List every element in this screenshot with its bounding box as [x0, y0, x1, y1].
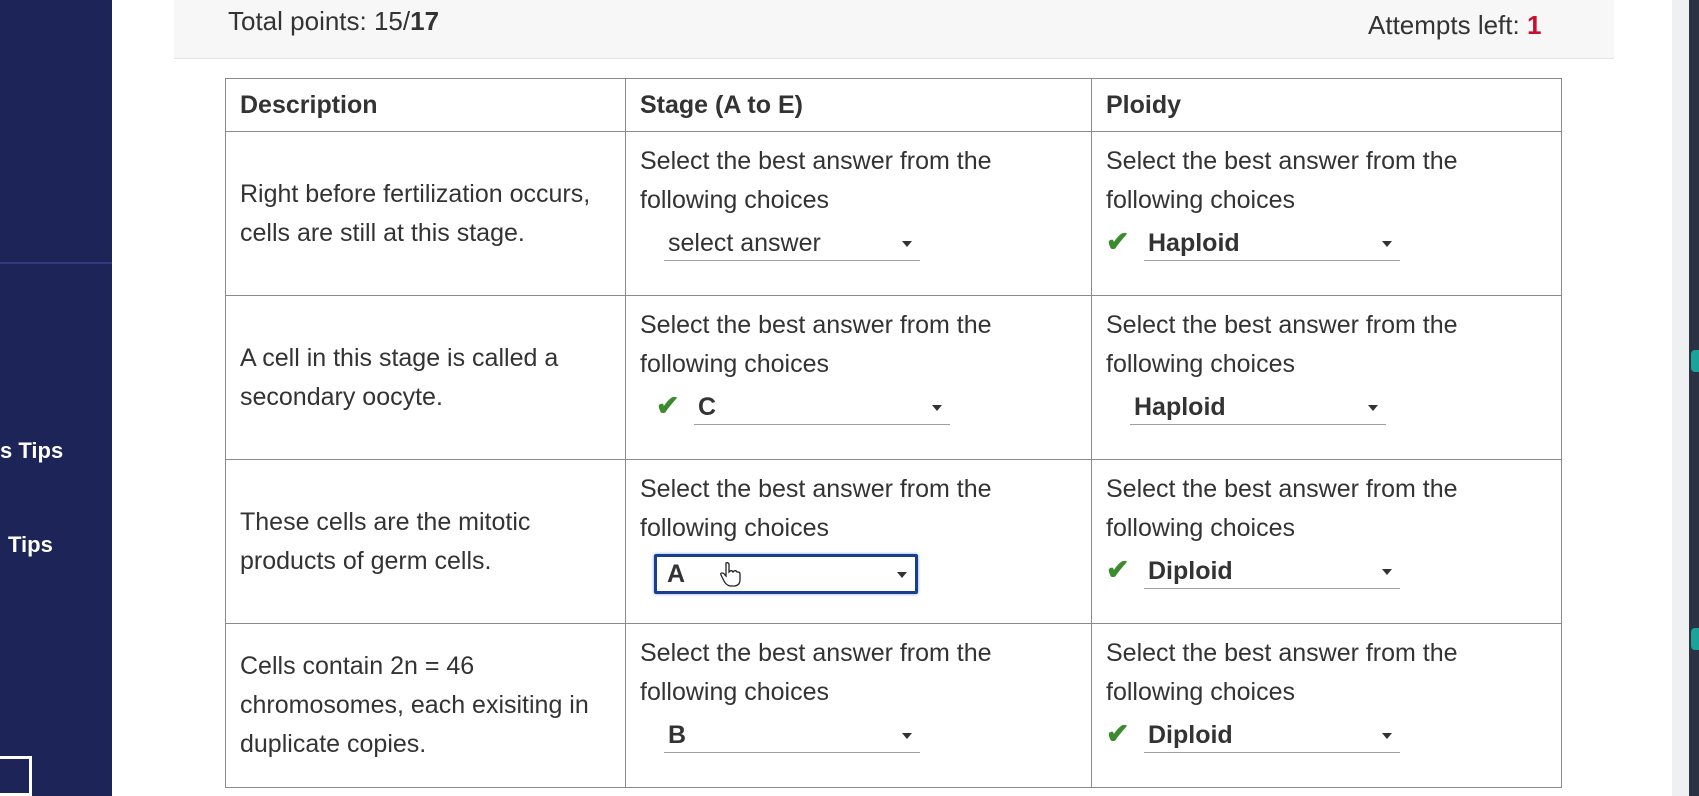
stage-cell [626, 460, 1092, 624]
dropdown-value: A [667, 560, 686, 588]
stage-cell [626, 132, 1092, 296]
attempts-left [1368, 10, 1541, 41]
dropdown-value: Diploid [1148, 721, 1233, 749]
chevron-down-icon [1382, 241, 1392, 247]
dropdown-value: Haploid [1148, 229, 1240, 257]
chevron-down-icon [902, 733, 912, 739]
stage-dropdown[interactable] [664, 226, 920, 261]
answer-prompt: Select the best answer from the following choices [1106, 475, 1458, 542]
right-edge [1689, 0, 1699, 796]
sidebar-divider [0, 262, 112, 264]
stage-cell [626, 296, 1092, 460]
row-description: These cells are the mitotic products of germ cells. [226, 460, 626, 624]
dropdown-value: C [698, 393, 717, 421]
dropdown-value: select answer [668, 229, 821, 257]
total-points [228, 6, 439, 37]
header-ploidy: Ploidy [1092, 79, 1562, 132]
answer-prompt: Select the best answer from the following choices [640, 311, 992, 378]
chevron-down-icon [902, 241, 912, 247]
check-icon: ✔ [656, 390, 680, 421]
sidebar-item-tips-1[interactable]: s Tips [0, 438, 64, 463]
ploidy-cell [1092, 296, 1562, 460]
table-row [226, 132, 1562, 296]
row-description: A cell in this stage is called a secondary oocyte. [226, 296, 626, 460]
check-icon: ✔ [1106, 554, 1130, 585]
chevron-down-icon [1382, 569, 1392, 575]
attempts-label: Attempts left: [1368, 10, 1527, 40]
header-description: Description [226, 79, 626, 132]
ploidy-dropdown[interactable] [1144, 226, 1400, 261]
ploidy-cell [1092, 132, 1562, 296]
answer-prompt: Select the best answer from the following choices [1106, 147, 1458, 214]
stage-dropdown[interactable] [694, 390, 950, 425]
answer-prompt: Select the best answer from the following choices [640, 147, 992, 214]
ploidy-cell [1092, 624, 1562, 788]
total-points-label: Total points: 15/ [228, 6, 411, 36]
right-edge-tab[interactable] [1691, 628, 1699, 650]
dropdown-value: Diploid [1148, 557, 1233, 585]
answer-prompt: Select the best answer from the following choices [1106, 639, 1458, 706]
chevron-down-icon [932, 405, 942, 411]
total-points-max: 17 [410, 6, 440, 36]
ploidy-dropdown[interactable] [1144, 718, 1400, 753]
chevron-down-icon [1382, 733, 1392, 739]
ploidy-dropdown[interactable] [1130, 390, 1386, 425]
attempts-value: 1 [1526, 10, 1542, 40]
sidebar-item-tips-2[interactable]: Tips [8, 532, 53, 557]
sidebar-box[interactable] [0, 756, 32, 796]
ploidy-cell [1092, 460, 1562, 624]
answer-prompt: Select the best answer from the following choices [640, 639, 992, 706]
check-icon: ✔ [1106, 226, 1130, 257]
question-table [225, 78, 1562, 788]
table-row [226, 624, 1562, 788]
table-header-row [226, 79, 1562, 132]
stage-dropdown[interactable] [654, 554, 918, 594]
dropdown-value: B [668, 721, 687, 749]
stage-dropdown[interactable] [664, 718, 920, 753]
sidebar [0, 0, 112, 796]
right-edge-tab[interactable] [1691, 350, 1699, 372]
table-row [226, 460, 1562, 624]
check-icon: ✔ [1106, 718, 1130, 749]
answer-prompt: Select the best answer from the following choices [1106, 311, 1458, 378]
answer-prompt: Select the best answer from the following choices [640, 475, 992, 542]
chevron-down-icon [897, 572, 907, 578]
row-description: Right before fertilization occurs, cells are still at this stage. [226, 132, 626, 296]
table-row [226, 296, 1562, 460]
header-stage: Stage (A to E) [626, 79, 1092, 132]
ploidy-dropdown[interactable] [1144, 554, 1400, 589]
row-description: Cells contain 2n = 46 chromosomes, each exisiting in duplicate copies. [226, 624, 626, 788]
stage-cell [626, 624, 1092, 788]
hand-pointer-icon [719, 561, 741, 587]
dropdown-value: Haploid [1134, 393, 1226, 421]
chevron-down-icon [1368, 405, 1378, 411]
